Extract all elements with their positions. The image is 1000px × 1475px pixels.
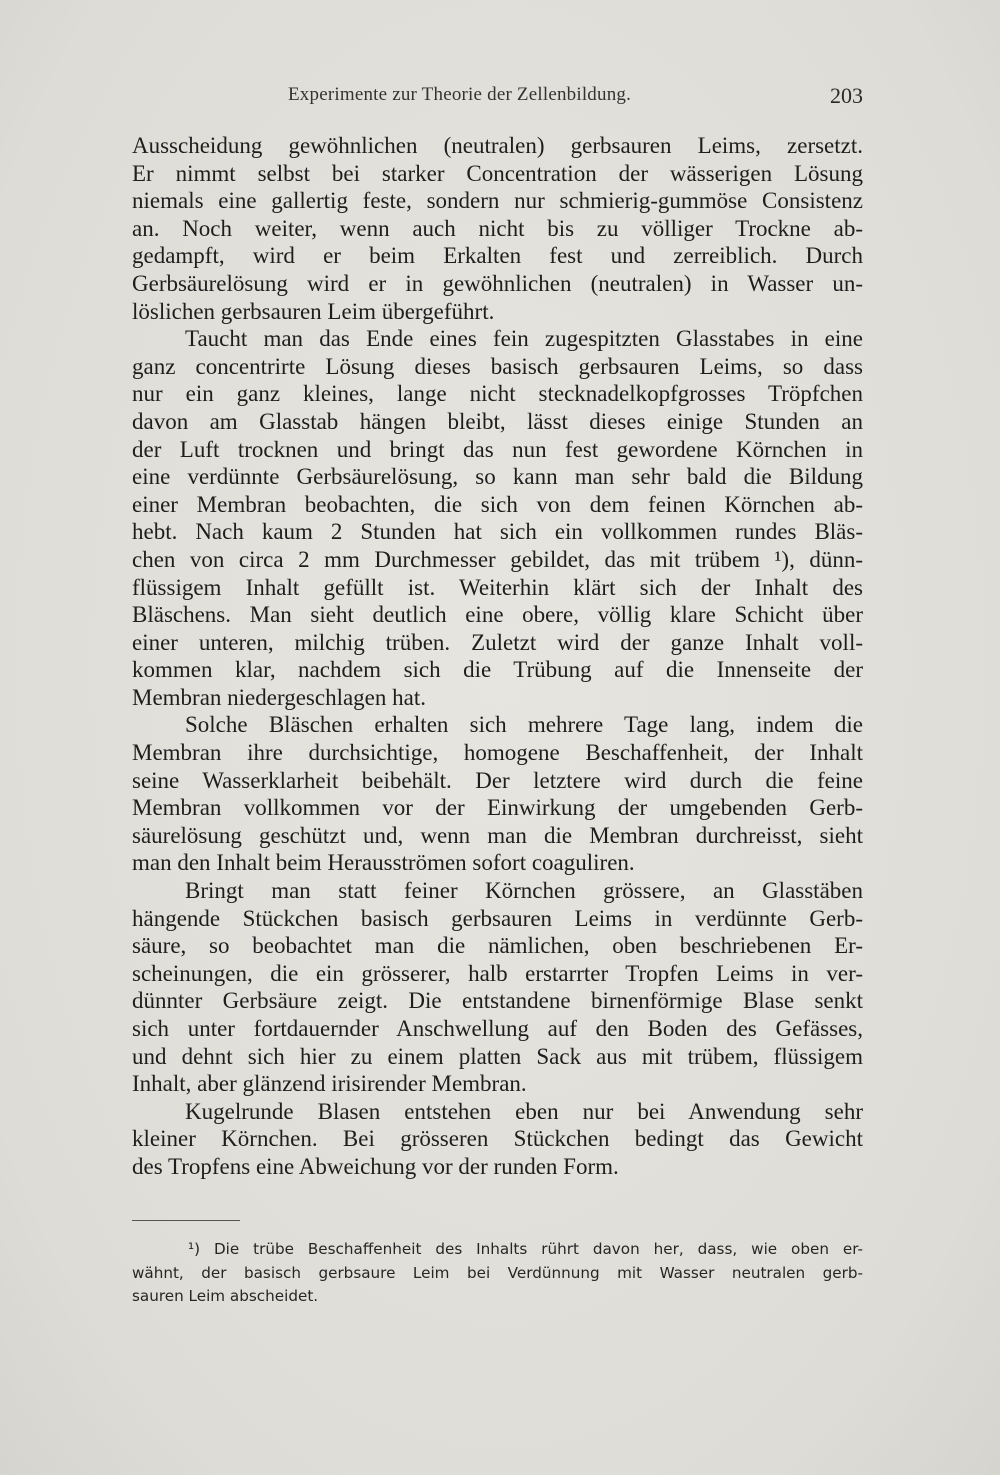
text-line: Ausscheidung gewöhnlichen (neutralen) gerbsauren Leims, zersetzt.: [132, 133, 863, 158]
text-line: Gerbsäurelösung wird er in gewöhnlichen (neutralen) in Wasser un-: [132, 270, 863, 296]
text-line: der Luft trocknen und bringt das nun fest gewordene Körnchen in: [132, 436, 863, 462]
text-line: sich unter fortdauernder Anschwellung auf den Boden des Gefässes,: [132, 1016, 863, 1041]
text-line: einer Membran beobachten, die sich von dem feinen Körnchen ab-: [132, 491, 863, 517]
text-line: Membran ihre durchsichtige, homogene Beschaffenheit, der Inhalt: [132, 740, 863, 766]
footnote: [132, 1238, 863, 1309]
text-line: eine verdünnte Gerbsäurelösung, so kann man sehr bald die Bildung: [132, 464, 863, 490]
text-line: seine Wasserklarheit beibehält. Der letztere wird durch die feine: [132, 767, 863, 793]
page-header: [132, 84, 863, 114]
text-line: an. Noch weiter, wenn auch nicht bis zu völliger Trockne ab-: [132, 215, 863, 241]
text-line: Kugelrunde Blasen entstehen eben nur bei Anwendung sehr: [185, 1098, 863, 1124]
text-line: niemals eine gallertig feste, sondern nur schmierig-gummöse Consistenz: [132, 188, 863, 214]
text-line: Bläschens. Man sieht deutlich eine obere, völlig klare Schicht über: [132, 602, 863, 628]
text-line: säurelösung geschützt und, wenn man die Membran durchreisst, sieht: [132, 822, 863, 848]
text-line: Bringt man statt feiner Körnchen grössere, an Glasstäben: [185, 878, 863, 904]
page-number: 203: [830, 83, 863, 108]
footnote-divider: [132, 1220, 240, 1221]
text-line: hängende Stückchen basisch gerbsauren Leims in verdünnte Gerb-: [132, 905, 863, 931]
text-line: nur ein ganz kleines, lange nicht stecknadelkopfgrosses Tröpfchen: [132, 381, 863, 407]
text-line: löslichen gerbsauren Leim übergeführt.: [132, 298, 495, 324]
text-line: Solche Bläschen erhalten sich mehrere Tage lang, indem die: [185, 712, 863, 738]
body-text: [132, 132, 863, 1181]
text-line: einer unteren, milchig trüben. Zuletzt wird der ganze Inhalt voll-: [132, 629, 863, 655]
text-line: kommen klar, nachdem sich die Trübung auf die Innenseite der: [132, 657, 863, 683]
text-line: Taucht man das Ende eines fein zugespitzten Glasstabes in eine: [185, 326, 863, 352]
footnote-line: ¹) Die trübe Beschaffenheit des Inhalts rührt davon her, dass, wie oben er-: [188, 1240, 863, 1258]
text-line: ganz concentrirte Lösung dieses basisch gerbsauren Leims, so dass: [132, 353, 863, 379]
text-line: des Tropfens eine Abweichung vor der runden Form.: [132, 1153, 619, 1179]
text-line: Er nimmt selbst bei starker Concentration der wässerigen Lösung: [132, 160, 863, 186]
text-line: Membran vollkommen vor der Einwirkung der umgebenden Gerb-: [132, 795, 863, 821]
text-line: dünnter Gerbsäure zeigt. Die entstandene birnenförmige Blase senkt: [132, 988, 863, 1014]
text-line: Membran niedergeschlagen hat.: [132, 684, 426, 710]
text-line: kleiner Körnchen. Bei grösseren Stückchen bedingt das Gewicht: [132, 1126, 863, 1152]
text-line: flüssigem Inhalt gefüllt ist. Weiterhin klärt sich der Inhalt des: [132, 574, 863, 600]
text-line: man den Inhalt beim Herausströmen sofort coaguliren.: [132, 850, 635, 876]
text-line: scheinungen, die ein grösserer, halb erstarrter Tropfen Leims in ver-: [132, 960, 863, 986]
text-line: gedampft, wird er beim Erkalten fest und zerreiblich. Durch: [132, 243, 863, 269]
text-line: davon am Glasstab hängen bleibt, lässt dieses einige Stunden an: [132, 408, 863, 434]
text-line: chen von circa 2 mm Durchmesser gebildet, das mit trübem ¹), dünn-: [132, 546, 863, 572]
text-line: hebt. Nach kaum 2 Stunden hat sich ein vollkommen rundes Bläs-: [132, 519, 863, 545]
running-title: Experimente zur Theorie der Zellenbildung.: [288, 84, 632, 105]
text-line: Inhalt, aber glänzend irisirender Membran.: [132, 1071, 527, 1097]
footnote-line: sauren Leim abscheidet.: [132, 1287, 319, 1305]
text-line: säure, so beobachtet man die nämlichen, oben beschriebenen Er-: [132, 933, 863, 959]
text-line: und dehnt sich hier zu einem platten Sack aus mit trübem, flüssigem: [132, 1043, 863, 1069]
footnote-line: wähnt, der basisch gerbsaure Leim bei Verdünnung mit Wasser neutralen gerb-: [132, 1263, 863, 1282]
